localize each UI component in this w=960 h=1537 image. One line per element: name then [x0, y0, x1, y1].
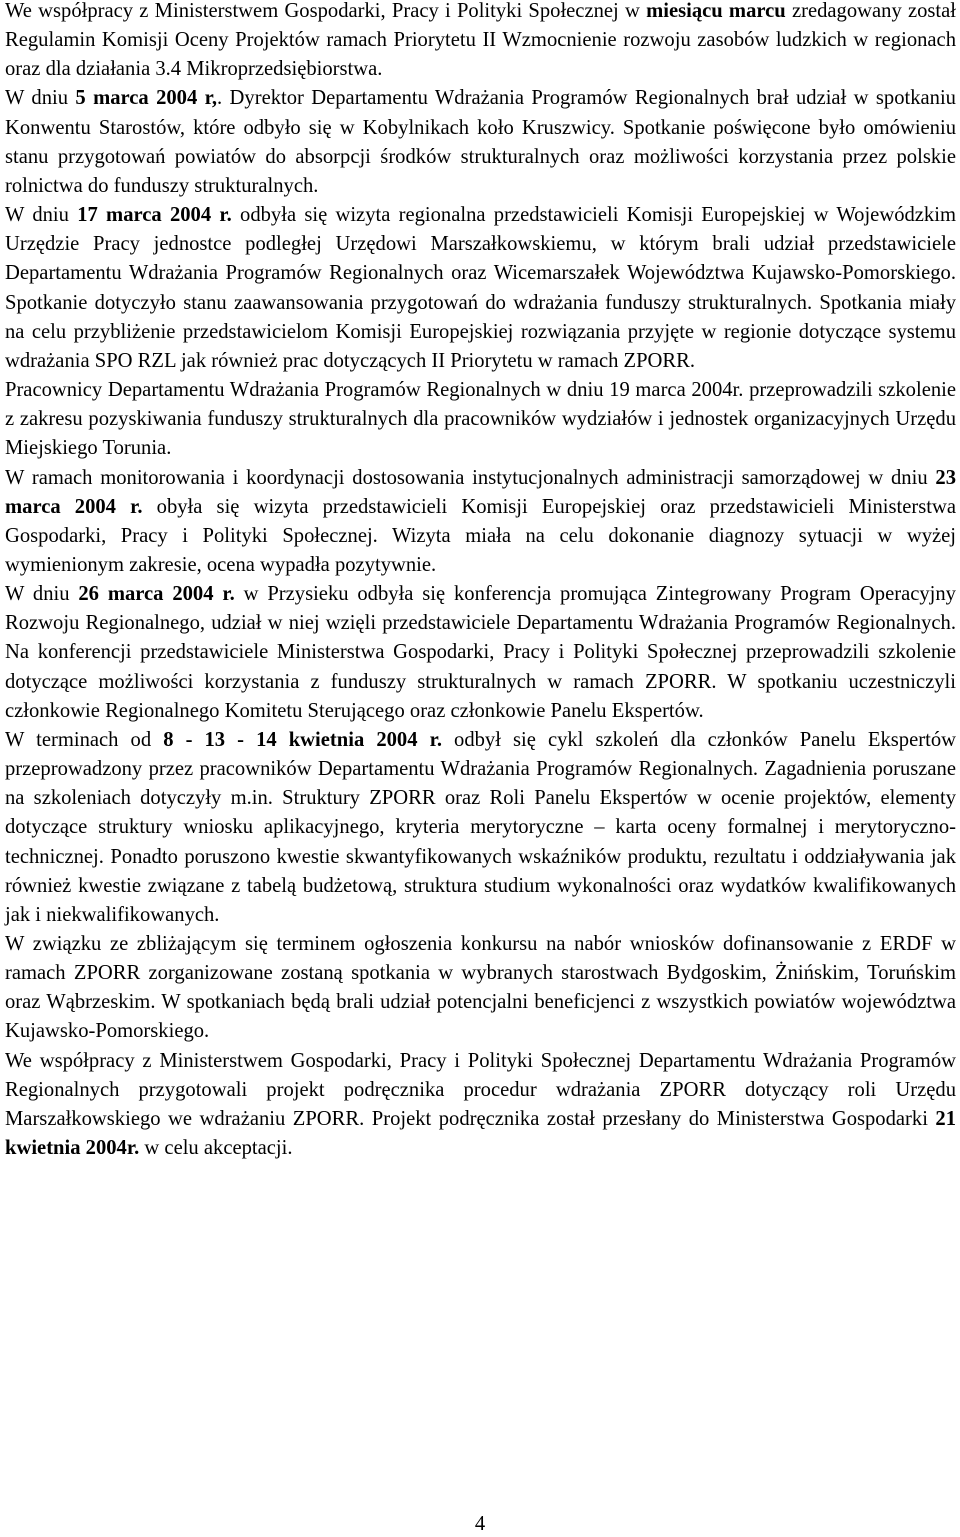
bold-text: 17 marca 2004 r.: [77, 204, 232, 227]
paragraph: [5, 201, 956, 376]
text-run: Pracownicy Departamentu Wdrażania Programów Regionalnych w dniu 19 marca 2004r. przeprowadzili szkolenie z zakresu pozyskiwania funduszy strukturalnych dla pracowników wydziałów i jednostek organizacyjnych Urzędu Miejskiego Torunia.: [5, 379, 956, 460]
bold-text: 23 marca 2004 r.: [5, 466, 956, 518]
page-number: 4: [474, 1513, 486, 1535]
bold-text: miesiącu marcu: [646, 0, 786, 22]
document-body: [5, 0, 956, 1163]
paragraph: [5, 580, 956, 726]
text-run: obyła się wizyta przedstawicieli Komisji Europejskiej oraz przedstawicieli Ministerstwa Gospodarki, Pracy i Polityki Społecznej. Wizyta miała na celu dokonanie diagnozy sytuacji w wyżej wymienionym zakresie, ocena wypadła pozytywnie.: [5, 495, 957, 576]
bold-text: 8 - 13 - 14 kwietnia 2004 r.: [163, 728, 442, 751]
bold-text: 26 marca 2004 r.: [78, 583, 235, 606]
paragraph: [5, 376, 956, 463]
paragraph: [5, 1047, 956, 1164]
paragraph: [5, 84, 956, 201]
text-run: W terminach od: [5, 728, 164, 751]
text-run: w Przysieku odbyła się konferencja promująca Zintegrowany Program Operacyjny Rozwoju Regionalnego, udział w niej wzięli przedstawiciele Departamentu Wdrażania Programów Regionalnych. Na konferencji przedstawiciele Ministerstwa Gospodarki, Pracy i Polityki Społecznej przeprowadzili szkolenie dotyczące możliwości korzystania z funduszy strukturalnych w ramach ZPORR. W spotkaniu uczestniczyli członkowie Regionalnego Komitetu Sterującego oraz członkowie Panelu Ekspertów.: [5, 583, 956, 722]
text-run: w celu akceptacji.: [139, 1137, 293, 1160]
text-run: . Dyrektor Departamentu Wdrażania Programów Regionalnych brał udział w spotkaniu Konwentu Starostów, które odbyło się w Kobylnikach koło Kruszwicy. Spotkanie poświęcone było omówieniu stanu przygotowań powiatów do absorpcji środków strukturalnych oraz możliwości korzystania przez polskie rolnictwa do funduszy strukturalnych.: [5, 87, 956, 197]
text-run: W dniu: [5, 583, 79, 606]
paragraph: [5, 0, 956, 84]
text-run: zredagowany został Regulamin Komisji Oceny Projektów ramach Priorytetu II Wzmocnienie rozwoju zasobów ludzkich w regionach oraz dla działania 3.4 Mikroprzedsiębiorstwa.: [5, 0, 957, 81]
text-run: We współpracy z Ministerstwem Gospodarki, Pracy i Polityki Społecznej w: [5, 0, 647, 22]
text-run: W związku ze zbliżającym się terminem ogłoszenia konkursu na nabór wniosków dofinansowanie z ERDF w ramach ZPORR zorganizowane zostaną spotkania w wybranych starostwach Bydgoskim, Żnińskim, Toruńskim oraz Wąbrzeskim. W spotkaniach będą brali udział potencjalni beneficjenci z wszystkich powiatów województwa Kujawsko-Pomorskiego.: [5, 933, 956, 1043]
bold-text: 5 marca 2004 r,: [75, 87, 218, 110]
paragraph: [5, 464, 956, 581]
text-run: W ramach monitorowania i koordynacji dostosowania instytucjonalnych administracji samorządowej w dniu: [5, 466, 936, 489]
text-run: odbył się cykl szkoleń dla członków Panelu Ekspertów przeprowadzony przez pracowników Departamentu Wdrażania Programów Regionalnych. Zagadnienia poruszane na szkoleniach dotyczyły m.in. Struktury ZPORR oraz Roli Panelu Ekspertów w ocenie projektów, elementy dotyczące struktury wniosku aplikacyjnego, kryteria merytoryczne – karta oceny formalnej i merytoryczno-technicznej. Ponadto poruszono kwestie skwantyfikowanych wskaźników produktu, rezultatu i oddziaływania jak również kwestie związane z tabelą budżetową, struktura studium wykonalności oraz wydatków kwalifikowanych jak i niekwalifikowanych.: [5, 728, 956, 926]
text-run: W dniu: [5, 87, 76, 110]
document-page: [5, 0, 956, 1163]
bold-text: 21 kwietnia 2004r.: [5, 1107, 956, 1160]
paragraph: [5, 726, 956, 930]
text-run: odbyła się wizyta regionalna przedstawicieli Komisji Europejskiej w Wojewódzkim Urzędzie Pracy jednostce podległej Urzędowi Marszałkowskiemu, w którym brali udział przedstawiciele Departamentu Wdrażania Programów Regionalnych oraz Wicemarszałek Województwa Kujawsko-Pomorskiego. Spotkanie dotyczyło stanu zaawansowania przygotowań do wdrażania funduszy strukturalnych. Spotkania miały na celu przybliżenie przedstawicielom Komisji Europejskiej rozwiązania przyjęte w regionie dotyczące systemu wdrażania SPO RZL jak również prac dotyczących II Priorytetu w ramach ZPORR.: [5, 204, 956, 372]
paragraph: [5, 930, 956, 1047]
text-run: We współpracy z Ministerstwem Gospodarki, Pracy i Polityki Społecznej Departamentu Wdrażania Programów Regionalnych przygotowali projekt podręcznika procedur wdrażania ZPORR dotyczący roli Urzędu Marszałkowskiego we wdrażaniu ZPORR. Projekt podręcznika został przesłany do Ministerstwa Gospodarki: [5, 1049, 956, 1130]
text-run: W dniu: [5, 204, 78, 227]
